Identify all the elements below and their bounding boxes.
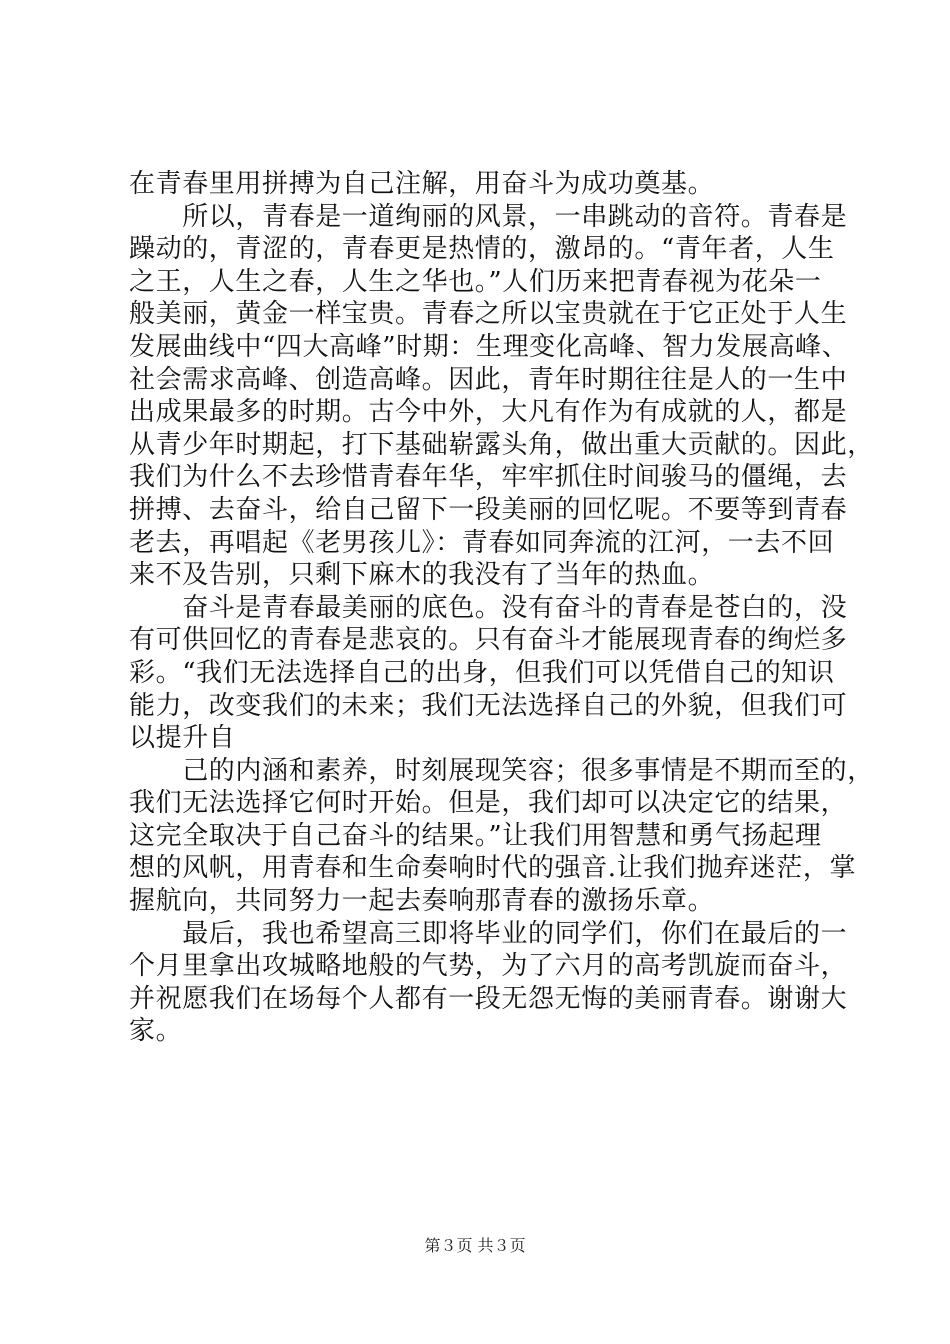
text-line: 有可供回忆的青春是悲哀的。只有奋斗才能展现青春的绚烂多	[129, 625, 848, 656]
text-line: 老去，再唱起《老男孩儿》：青春如同奔流的江河，一去不回	[129, 527, 835, 558]
text-line: 能力，改变我们的未来；我们无法选择自己的外貌，但我们可	[129, 690, 848, 721]
text-line: 从青少年时期起，打下基础崭露头角，做出重大贡献的。因此，	[129, 429, 874, 460]
text-line: 出成果最多的时期。古今中外，大凡有作为有成就的人，都是	[129, 397, 848, 428]
text-line: 奋斗是青春最美丽的底色。没有奋斗的青春是苍白的，没	[129, 592, 848, 623]
text-line: 社会需求高峰、创造高峰。因此，青年时期往往是人的一生中	[129, 364, 848, 395]
page-number-label: 第３页 共３页	[424, 1236, 526, 1255]
text-line: 拼搏、去奋斗，给自己留下一段美丽的回忆呢。不要等到青春	[129, 494, 848, 525]
text-line: 以提升自	[129, 723, 236, 754]
text-line: 并祝愿我们在场每个人都有一段无怨无悔的美丽青春。谢谢大	[129, 983, 848, 1014]
body-text	[129, 168, 874, 1048]
text-line: 之王，人生之春，人生之华也。”人们历来把青春视为花朵一	[129, 266, 822, 297]
text-line: 最后，我也希望高三即将毕业的同学们，你们在最后的一	[129, 918, 848, 949]
text-line: 想的风帆，用青春和生命奏响时代的强音.让我们抛弃迷茫，掌	[129, 853, 857, 884]
page-footer	[0, 1236, 950, 1256]
text-line: 所以，青春是一道绚丽的风景，一串跳动的音符。青春是	[129, 201, 848, 232]
text-line: 我们为什么不去珍惜青春年华，牢牢抓住时间骏马的僵绳，去	[129, 462, 848, 493]
text-line: 个月里拿出攻城略地般的气势，为了六月的高考凯旋而奋斗，	[129, 951, 848, 982]
text-line: 在青春里用拼搏为自己注解，用奋斗为成功奠基。	[129, 169, 715, 199]
text-line: 般美丽，黄金一样宝贵。青春之所以宝贵就在于它正处于人生	[129, 299, 848, 330]
text-line: 家。	[129, 1016, 183, 1047]
text-line: 躁动的，青涩的，青春更是热情的，激昂的。“青年者，人生	[129, 234, 835, 265]
text-line: 来不及告别，只剩下麻木的我没有了当年的热血。	[129, 560, 715, 591]
text-line: 己的内涵和素养，时刻展现笑容；很多事情是不期而至的，	[129, 755, 874, 786]
text-line: 发展曲线中“四大高峰”时期：生理变化高峰、智力发展高峰、	[129, 331, 849, 362]
text-line: 我们无法选择它何时开始。但是，我们却可以决定它的结果，	[129, 788, 848, 819]
text-line: 这完全取决于自己奋斗的结果。”让我们用智慧和勇气扬起理	[129, 820, 822, 851]
text-line: 握航向，共同努力一起去奏响那青春的激扬乐章。	[129, 886, 715, 917]
text-line: 彩。“我们无法选择自己的出身，但我们可以凭借自己的知识	[129, 657, 835, 688]
